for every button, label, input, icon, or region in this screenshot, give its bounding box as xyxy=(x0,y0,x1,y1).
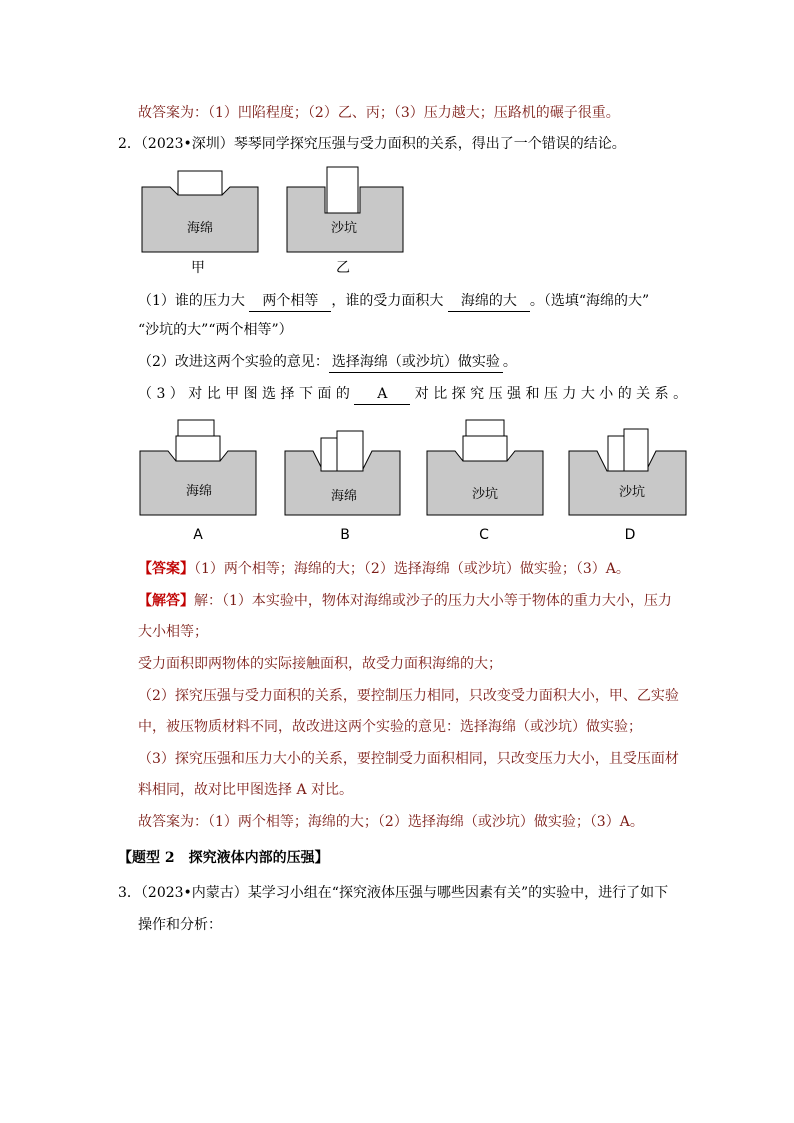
object-a-bottom xyxy=(176,436,220,461)
object-a-top xyxy=(178,420,214,436)
figure-abcd xyxy=(138,414,693,546)
figure-jia-yi xyxy=(138,160,428,280)
block-label-b: 海绵 xyxy=(330,489,358,504)
object-b-left xyxy=(321,438,337,471)
q3-source: （2023•内蒙古） xyxy=(140,885,248,901)
q3-stem-text: 某学习小组在“探究液体压强与哪些因素有关”的实验中，进行了如下 xyxy=(247,885,669,901)
q2-sub2-text-b: 。 xyxy=(502,354,517,370)
object-upright-yi xyxy=(327,167,358,213)
q2-sub2-text-a: （2）改进这两个实验的意见： xyxy=(138,354,329,370)
q2-stem xyxy=(118,134,626,154)
q2-sub2-blank: 选择海绵（或沙坑）做实验 xyxy=(329,352,503,373)
q2-sub3-blank: A xyxy=(354,384,410,405)
q2-solution-line-3: 受力面积即两物体的实际接触面积，故受力面积海绵的大； xyxy=(138,656,502,672)
object-c-bottom xyxy=(463,436,507,461)
q2-solution-line-6: （3）探究压强和压力大小的关系，要控制受力面积相同，只改变压力大小，且受压面材 xyxy=(138,751,679,767)
q2-solution-line-4: （2）探究压强与受力面积的关系，要控制压力相同，只改变受力面积大小，甲、乙实验 xyxy=(138,688,679,704)
object-d-left xyxy=(608,436,624,471)
q2-sub1 xyxy=(138,291,649,312)
q2-sub1-blank1: 两个相等 xyxy=(249,291,331,312)
caption-b: B xyxy=(340,527,350,543)
q2-source: （2023•深圳） xyxy=(140,136,234,152)
q3-stem-line-2: 操作和分析： xyxy=(138,917,222,933)
caption-jia: 甲 xyxy=(191,260,205,276)
solution-tag: 【解答】 xyxy=(138,593,194,609)
q2-solution-line-1 xyxy=(138,591,672,611)
caption-yi: 乙 xyxy=(336,260,350,276)
q2-sub1-options: “沙坑的大”“两个相等”） xyxy=(138,322,293,338)
object-b-right xyxy=(337,431,363,471)
answer-tag: 【答案】 xyxy=(138,561,194,577)
q2-sub1-blank2: 海绵的大 xyxy=(448,291,530,312)
answer-text: （1）两个相等；海绵的大；（2）选择海绵（或沙坑）做实验；（3）A。 xyxy=(194,561,630,577)
object-d-right xyxy=(624,429,648,471)
q2-sub3 xyxy=(138,384,687,405)
q2-stem-text: 琴琴同学探究压强与受力面积的关系，得出了一个错误的结论。 xyxy=(233,136,626,152)
q2-sub3-text-b: 对 比 探 究 压 强 和 压 力 大 小 的 关 系 。 xyxy=(414,386,688,402)
q3-number: 3． xyxy=(118,885,141,901)
q2-final-answer: 故答案为：（1）两个相等；海绵的大；（2）选择海绵（或沙坑）做实验；（3）A。 xyxy=(138,814,644,830)
caption-d: D xyxy=(624,527,636,543)
section-heading: 【题型 2 探究液体内部的压强】 xyxy=(118,850,329,866)
sand-label-yi: 沙坑 xyxy=(330,221,358,236)
q2-number: 2． xyxy=(118,136,141,152)
q2-sub1-text-a: （1）谁的压力大 xyxy=(138,293,245,309)
object-flat-jia xyxy=(178,171,222,195)
solution-text-1: 解：（1）本实验中，物体对海绵或沙子的压力大小等于物体的重力大小，压力 xyxy=(194,593,672,609)
q3-stem-line-1 xyxy=(118,883,668,903)
sponge-label-jia: 海绵 xyxy=(186,221,214,236)
q2-sub2 xyxy=(138,352,517,373)
block-label-d: 沙坑 xyxy=(618,485,646,500)
q2-sub3-text-a: （ 3 ） 对 比 甲 图 选 择 下 面 的 xyxy=(138,386,350,402)
block-label-a: 海绵 xyxy=(185,484,213,499)
q2-solution-line-7: 料相同，故对比甲图选择 A 对比。 xyxy=(138,782,354,798)
q2-sub1-text-b: ，谁的受力面积大 xyxy=(331,293,444,309)
caption-c: C xyxy=(479,527,489,543)
q2-solution-line-5: 中，被压物质材料不同，故改进这两个实验的意见：选择海绵（或沙坑）做实验； xyxy=(138,719,642,735)
top-answer: 故答案为：（1）凹陷程度；（2）乙、丙；（3）压力越大；压路机的碾子很重。 xyxy=(138,105,620,121)
q2-answer xyxy=(138,559,630,579)
sponge-block-jia xyxy=(142,187,258,252)
block-label-c: 沙坑 xyxy=(471,487,499,502)
caption-a: A xyxy=(193,527,203,543)
object-c-top xyxy=(466,420,504,436)
q2-solution-line-2: 大小相等； xyxy=(138,624,208,640)
q2-sub1-text-c: 。（选填“海绵的大” xyxy=(529,293,650,309)
